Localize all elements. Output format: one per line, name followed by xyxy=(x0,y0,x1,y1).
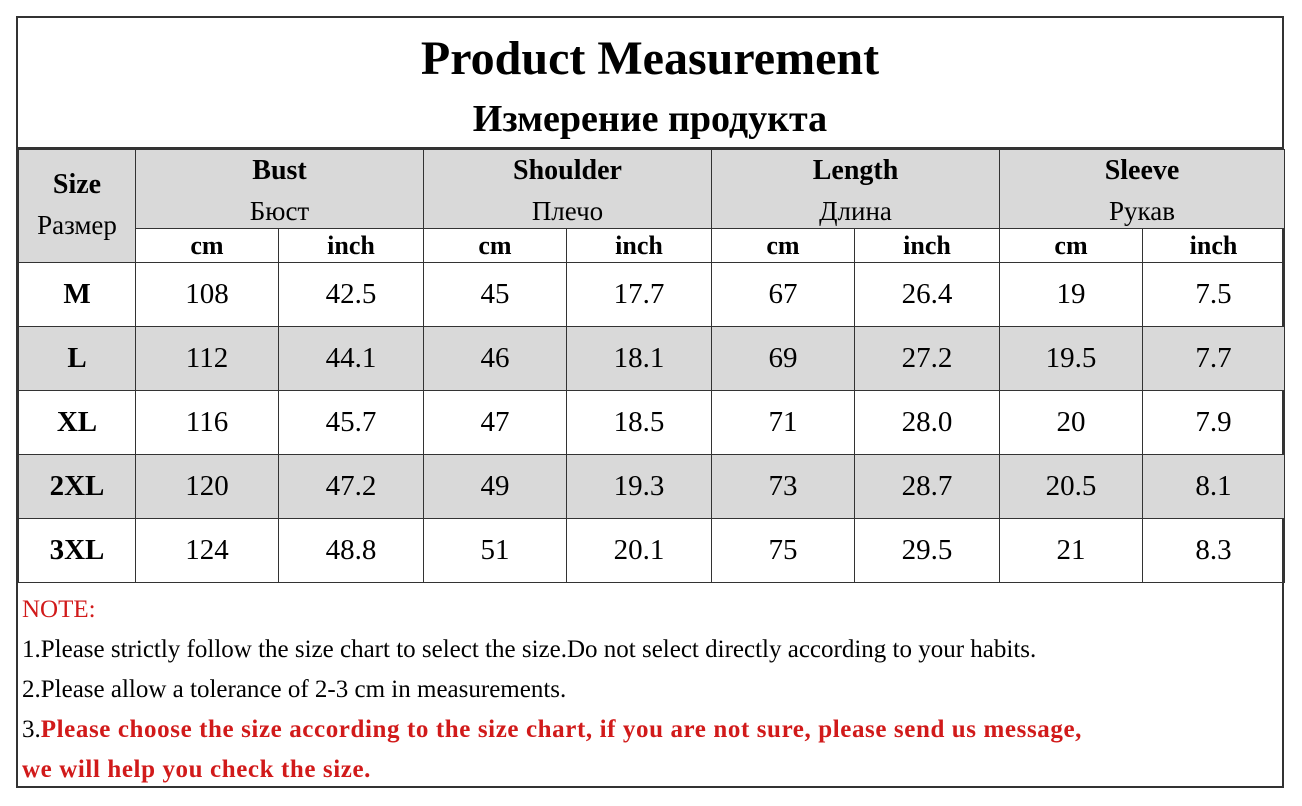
note-line-4-red: we will help you check the size. xyxy=(22,756,372,783)
table-cell: 29.5 xyxy=(855,519,1000,583)
table-cell: 108 xyxy=(136,263,279,327)
table-cell: 47.2 xyxy=(279,455,424,519)
table-cell: 18.1 xyxy=(567,327,712,391)
size-cell: 2XL xyxy=(19,455,136,519)
table-cell: 42.5 xyxy=(279,263,424,327)
size-table xyxy=(18,149,1285,583)
note-line-1: 1.Please strictly follow the size chart to select the size.Do not select directly according to your habits. xyxy=(22,636,1037,663)
table-cell: 7.9 xyxy=(1143,391,1285,455)
table-cell: 45 xyxy=(424,263,567,327)
table-cell: 46 xyxy=(424,327,567,391)
size-cell: M xyxy=(19,263,136,327)
size-chart-frame xyxy=(16,16,1284,788)
note-line-2: 2.Please allow a tolerance of 2-3 cm in measurements. xyxy=(22,676,567,703)
table-cell: 8.1 xyxy=(1143,455,1285,519)
table-cell: 7.5 xyxy=(1143,263,1285,327)
table-row xyxy=(19,327,1285,391)
unit-header-cm: cm xyxy=(136,229,279,263)
table-cell: 17.7 xyxy=(567,263,712,327)
bust-header-en: Bust xyxy=(252,155,307,186)
unit-header-cm: cm xyxy=(424,229,567,263)
sleeve-header xyxy=(1000,150,1285,229)
bust-header xyxy=(136,150,424,229)
table-cell: 19.3 xyxy=(567,455,712,519)
size-cell: 3XL xyxy=(19,519,136,583)
table-cell: 26.4 xyxy=(855,263,1000,327)
table-cell: 44.1 xyxy=(279,327,424,391)
table-cell: 51 xyxy=(424,519,567,583)
note-line-3-prefix: 3. xyxy=(22,716,41,743)
table-cell: 28.7 xyxy=(855,455,1000,519)
table-cell: 120 xyxy=(136,455,279,519)
table-cell: 20.1 xyxy=(567,519,712,583)
table-cell: 28.0 xyxy=(855,391,1000,455)
title-block xyxy=(18,18,1282,149)
length-header-ru: Длина xyxy=(819,196,892,226)
unit-header-inch: inch xyxy=(279,229,424,263)
page-subtitle-ru: Измерение продукта xyxy=(472,98,828,140)
shoulder-header xyxy=(424,150,712,229)
table-row xyxy=(19,519,1285,583)
shoulder-header-ru: Плечо xyxy=(531,196,604,226)
table-cell: 19.5 xyxy=(1000,327,1143,391)
table-row xyxy=(19,263,1285,327)
length-header xyxy=(712,150,1000,229)
size-cell: L xyxy=(19,327,136,391)
bust-header-ru: Бюст xyxy=(249,196,310,226)
table-cell: 67 xyxy=(712,263,855,327)
note-title: NOTE: xyxy=(22,596,96,623)
table-cell: 75 xyxy=(712,519,855,583)
table-row xyxy=(19,455,1285,519)
table-cell: 18.5 xyxy=(567,391,712,455)
note-line-3 xyxy=(22,716,1082,744)
table-cell: 45.7 xyxy=(279,391,424,455)
unit-header-cm: cm xyxy=(1000,229,1143,263)
table-cell: 19 xyxy=(1000,263,1143,327)
size-header-ru: Размер xyxy=(37,210,117,240)
length-header-en: Length xyxy=(812,155,899,186)
unit-header-inch: inch xyxy=(1143,229,1285,263)
unit-header-inch: inch xyxy=(855,229,1000,263)
table-cell: 48.8 xyxy=(279,519,424,583)
table-cell: 20.5 xyxy=(1000,455,1143,519)
table-cell: 112 xyxy=(136,327,279,391)
sleeve-header-ru: Рукав xyxy=(1109,196,1175,226)
table-cell: 20 xyxy=(1000,391,1143,455)
sleeve-header-en: Sleeve xyxy=(1104,155,1180,186)
table-cell: 8.3 xyxy=(1143,519,1285,583)
table-cell: 124 xyxy=(136,519,279,583)
size-header-en: Size xyxy=(52,169,102,200)
unit-header-cm: cm xyxy=(712,229,855,263)
table-cell: 49 xyxy=(424,455,567,519)
shoulder-header-en: Shoulder xyxy=(513,155,622,186)
note-line-3-red: Please choose the size according to the size chart, if you are not sure, please send us message, xyxy=(40,716,1083,743)
table-cell: 116 xyxy=(136,391,279,455)
table-cell: 7.7 xyxy=(1143,327,1285,391)
table-cell: 71 xyxy=(712,391,855,455)
table-cell: 27.2 xyxy=(855,327,1000,391)
table-cell: 73 xyxy=(712,455,855,519)
size-cell: XL xyxy=(19,391,136,455)
table-cell: 21 xyxy=(1000,519,1143,583)
page-title: Product Measurement xyxy=(420,32,880,85)
table-row xyxy=(19,391,1285,455)
size-column-header xyxy=(19,150,136,263)
unit-header-inch: inch xyxy=(567,229,712,263)
table-cell: 69 xyxy=(712,327,855,391)
table-cell: 47 xyxy=(424,391,567,455)
